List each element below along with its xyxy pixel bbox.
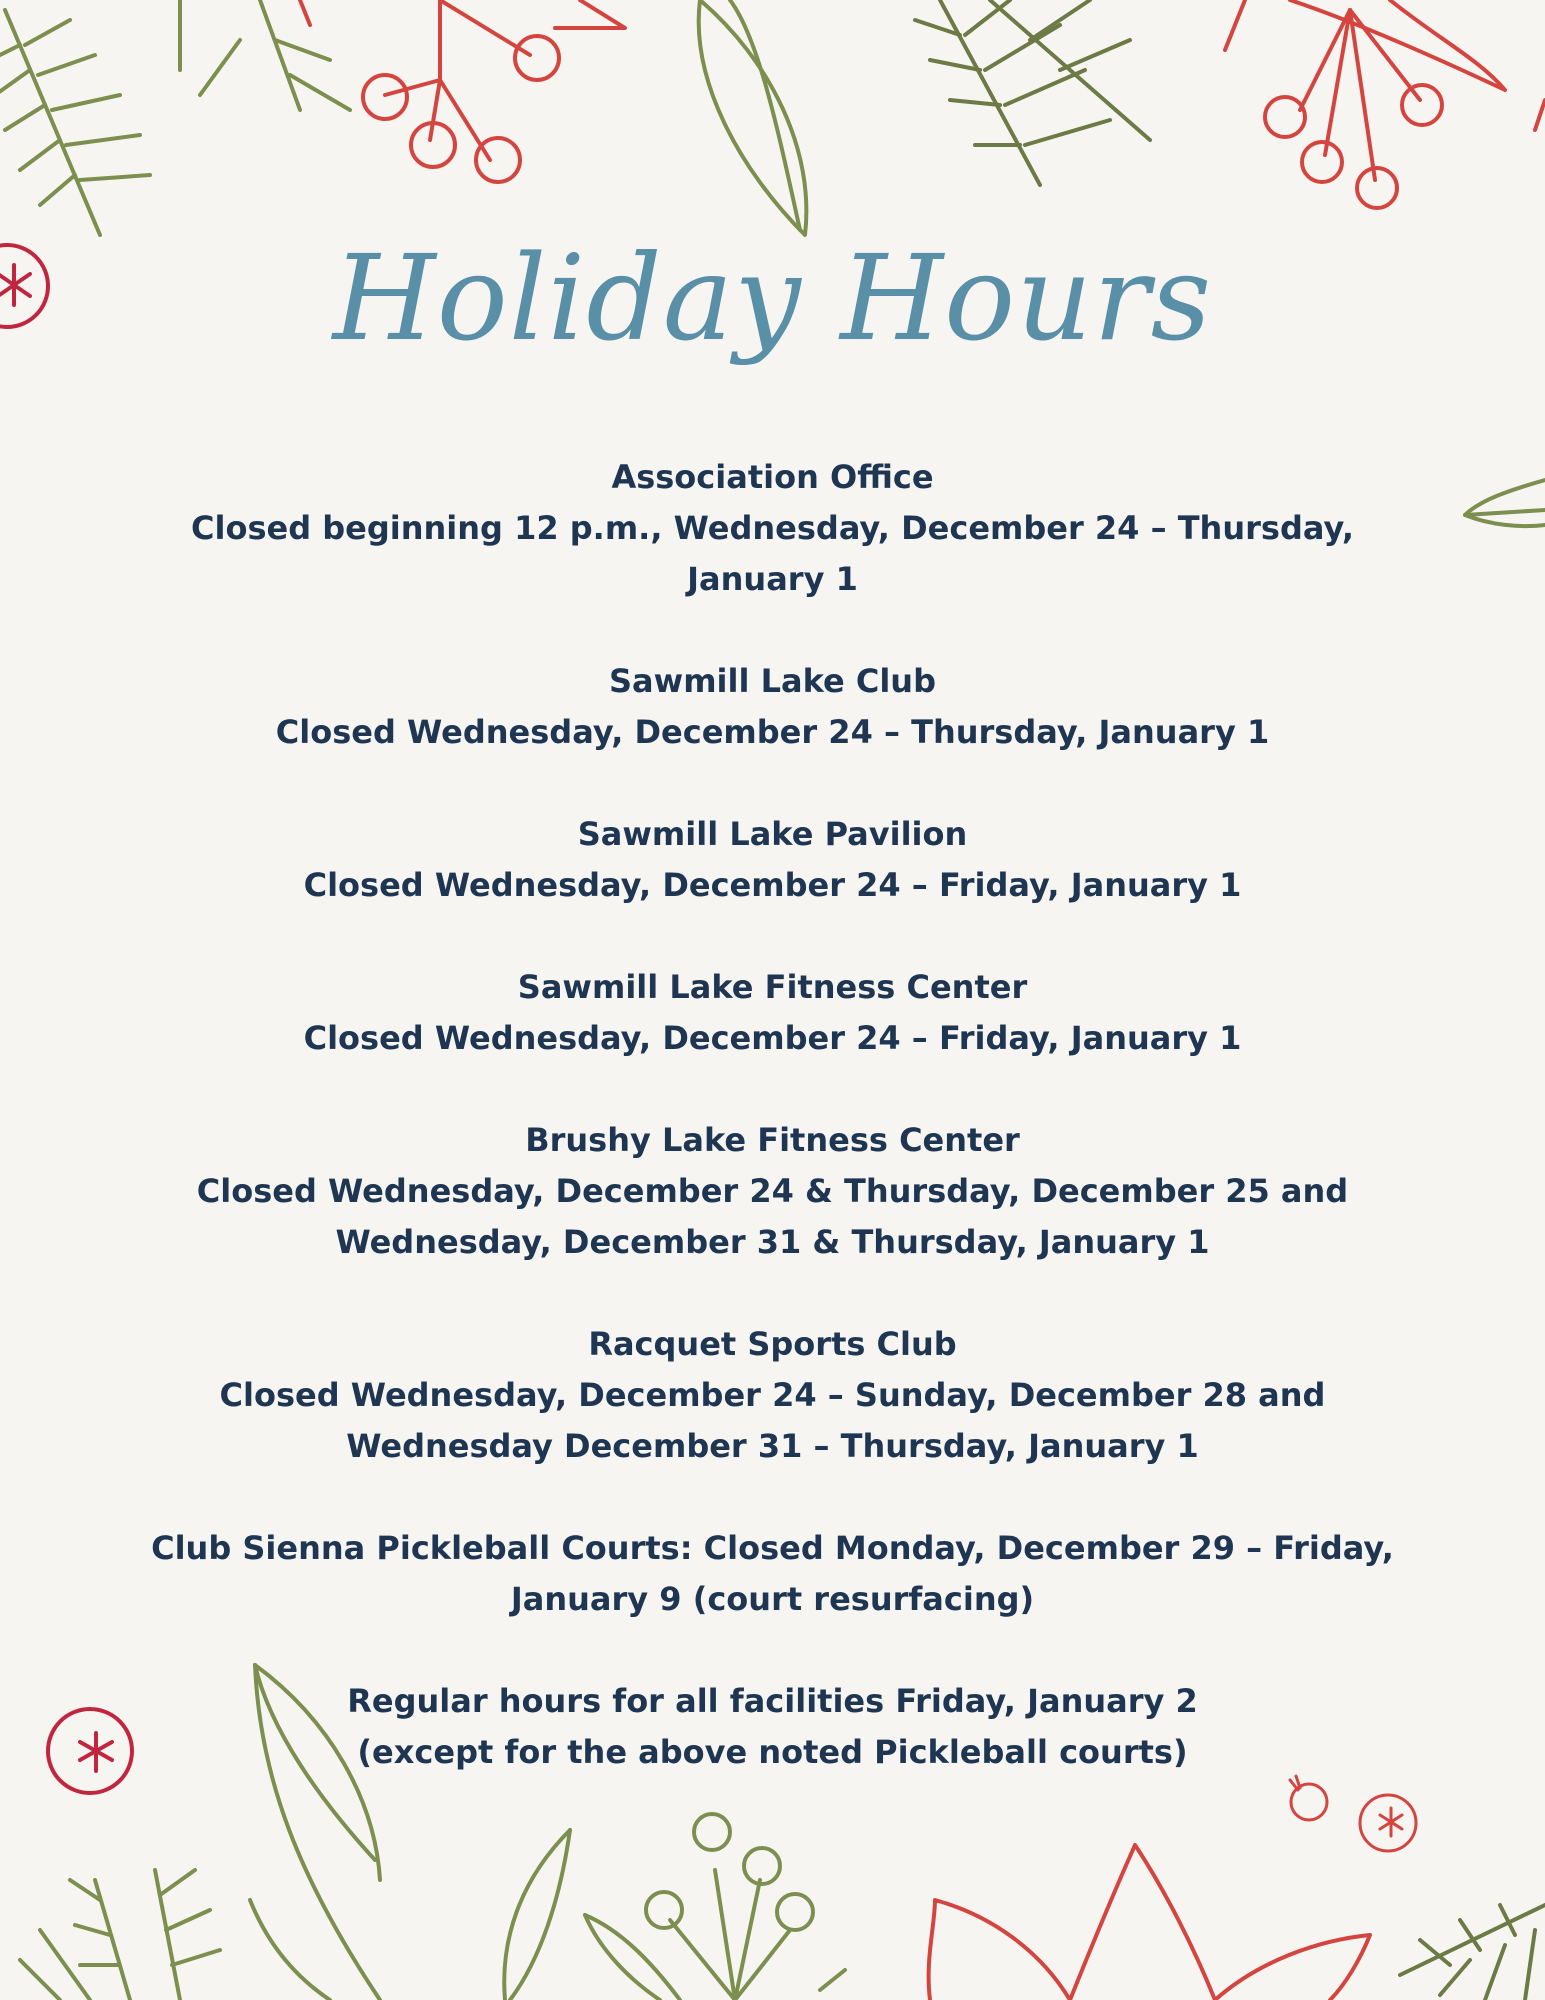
hours-section-association-office xyxy=(120,452,1425,605)
berry-sprig-icon xyxy=(1225,0,1545,208)
hours-section-racquet-sports-club xyxy=(120,1319,1425,1472)
hours-section-brushy-lake-fitness-center xyxy=(120,1115,1425,1268)
section-line: Closed Wednesday, December 24 & Thursday, December 25 and xyxy=(196,1172,1349,1210)
section-line: January 1 xyxy=(687,560,858,598)
leaf-icon xyxy=(699,0,807,235)
leaf-icon xyxy=(504,1830,680,2000)
section-heading: Sawmill Lake Pavilion xyxy=(577,815,968,853)
section-line: Club Sienna Pickleball Courts: Closed Monday, December 29 – Friday, xyxy=(151,1529,1394,1567)
pine-branch-icon xyxy=(1400,1905,1545,2000)
leaf-icon xyxy=(1465,480,1545,526)
hours-list xyxy=(120,452,1425,1829)
section-line: Wednesday, December 31 & Thursday, January 1 xyxy=(335,1223,1210,1261)
pine-branch-icon xyxy=(915,0,1150,185)
section-line: Closed beginning 12 p.m., Wednesday, December 24 – Thursday, xyxy=(191,509,1354,547)
section-heading: Brushy Lake Fitness Center xyxy=(525,1121,1020,1159)
section-heading: Sawmill Lake Fitness Center xyxy=(517,968,1028,1006)
pine-branch-icon xyxy=(20,1870,220,2000)
page-title: Holiday Hours xyxy=(332,229,1213,367)
poinsettia-icon xyxy=(929,1845,1370,2000)
hours-section-sawmill-lake-club xyxy=(120,656,1425,758)
hours-section-regular-hours xyxy=(120,1676,1425,1778)
section-line: Regular hours for all facilities Friday, January 2 xyxy=(347,1682,1198,1720)
section-line: Wednesday December 31 – Thursday, January 1 xyxy=(346,1427,1199,1465)
hours-section-sawmill-lake-pavilion xyxy=(120,809,1425,911)
berry-sprig-icon xyxy=(300,0,625,182)
section-heading: Sawmill Lake Club xyxy=(609,662,936,700)
section-line: Closed Wednesday, December 24 – Friday, January 1 xyxy=(303,1019,1242,1057)
section-line: Closed Wednesday, December 24 – Thursday, January 1 xyxy=(275,713,1270,751)
pine-branch-icon xyxy=(0,0,350,235)
berry-sprig-icon xyxy=(646,1814,845,2000)
section-heading: Association Office xyxy=(611,458,934,496)
section-line: January 9 (court resurfacing) xyxy=(510,1580,1035,1618)
section-line: (except for the above noted Pickleball courts) xyxy=(357,1733,1188,1771)
section-heading: Racquet Sports Club xyxy=(588,1325,957,1363)
section-line: Closed Wednesday, December 24 – Sunday, December 28 and xyxy=(219,1376,1326,1414)
hours-section-sawmill-lake-fitness-center xyxy=(120,962,1425,1064)
section-line: Closed Wednesday, December 24 – Friday, January 1 xyxy=(303,866,1242,904)
hours-section-pickleball-courts xyxy=(120,1523,1425,1625)
